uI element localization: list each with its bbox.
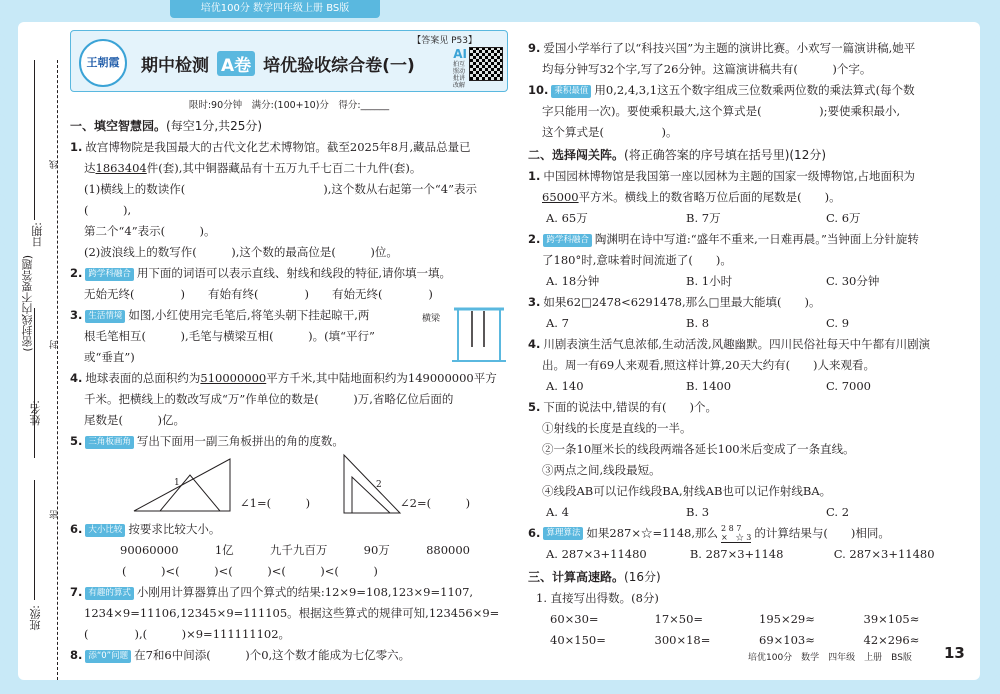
question-3: 3. 生活情境 如图,小红使用完毛笔后,将笔头朝下挂起晾干,两 根毛笔相互( ),毛笔与横梁互相( )。(填“平行” 或“垂直”) 横梁: [70, 305, 508, 368]
exam-meta: 限时:90分钟 满分:(100+10)分 得分:______: [188, 100, 390, 111]
question-6: 6. 大小比较 按要求比较大小。 90060000 1亿 九千九百万 90万 880000 ( )<( )<( )<( )<( ): [70, 519, 508, 582]
name-line: [34, 308, 35, 458]
angle-1-answer: ∠1=( ): [240, 496, 311, 510]
paper-badge: A卷: [217, 51, 255, 76]
left-column: [70, 30, 508, 666]
question-5: 5. 三角板画角 写出下面用一副三角板拼出的角的度数。 1 ∠1=( ) 2 ∠2=( ): [70, 431, 508, 519]
footer-text: 培优100分 数学 四年级 上册 BS版: [748, 653, 912, 663]
seal-mark-secret: 密: [50, 510, 60, 519]
seal-warning: (密封线内不要答题): [21, 255, 34, 352]
right-column: [528, 38, 968, 651]
wave-border-left: [0, 0, 14, 694]
class-line: [34, 480, 35, 600]
choice-2: 2. 跨学科融合 陶渊明在诗中写道:“盛年不重来,一日难再晨。”当钟面上分针旋转 了180°时,意味着时间流逝了( )。 A. 18分钟 B. 1小时 C. 30分钟: [528, 232, 919, 288]
qr-code-icon[interactable]: [469, 47, 503, 81]
ai-caption: 拍互照动批讲改解: [453, 61, 466, 89]
angle-2-answer: ∠2=( ): [400, 496, 471, 510]
vertical-multiplication: 2 8 7 × ☆ 3: [721, 524, 752, 542]
angle-2-mark: 2: [376, 480, 382, 490]
question-7: 7. 有趣的算式 小刚用计算器算出了四个算式的结果:12×9=108,123×9=1107, 1234×9=11106,12345×9=111105。根据这些算式的规律可知,123456×9= ( ),( )×9=111111102。: [70, 585, 500, 641]
section-1-heading: 一、填空智慧园。(每空1分,共25分): [70, 119, 263, 133]
name-label: 姓名:: [29, 400, 42, 426]
question-1: 1. 故宫博物院是我国最大的古代文化艺术博物馆。截至2025年8月,藏品总量已 达1863404件(套),其中铜器藏品有十五万九千七百二十九件(套)。 (1)横线上的数读作( ),这个数从右起第一个“4”表示( ), 第二个“4”表示( )。 (2)波浪线上的数写作( ),这个数的最高位是( )位。: [70, 140, 477, 259]
binding-margin: [18, 60, 58, 680]
choice-5: 5. 下面的说法中,错误的有( )个。 ①射线的长度是直线的一半。 ②一条10厘米长的线段两端各延长100米后变成了一条直线。 ③两点之间,线段最短。 ④线段AB可以记作线段BA,射线AB也可以记作射线BA。 A. 4 B. 3 C. 2: [528, 400, 855, 519]
exam-title: [141, 51, 415, 76]
title-sub: 培优验收综合卷(一): [263, 56, 415, 76]
choice-3: 3. 如果62□2478<6291478,那么□里最大能填( )。 A. 7 B. 8 C. 9: [528, 295, 850, 330]
question-9: 9. 爱国小学举行了以“科技兴国”为主题的演讲比赛。小欢写一篇演讲稿,她平 均每分钟写32个字,写了26分钟。这篇演讲稿共有( )个字。: [528, 41, 916, 76]
page-number: 13: [944, 644, 965, 662]
date-label: 日期:: [31, 222, 44, 248]
angle-1-mark: 1: [174, 478, 180, 488]
choice-6: 6. 算理算法 如果287×☆=1148,那么 2 8 7 × ☆ 3 的计算结果与( )相同。 A. 287×3+11480 B. 287×3+1148 C. 287×3+11480: [528, 524, 935, 561]
compare-items: 90060000 1亿 九千九百万 90万 880000: [120, 543, 470, 557]
choice-4: 4. 川剧表演生活气息浓郁,生动活泼,风趣幽默。四川民俗社每天中午都有川剧演 出。周一有69人来观看,照这样计算,20天大约有( )人来观看。 A. 140 B. 1400 C. 7000: [528, 337, 931, 393]
beam-label: 横梁: [422, 314, 441, 324]
title-main: 期中检测: [141, 56, 209, 76]
question-2: 2. 跨学科融合 用下面的词语可以表示直线、射线和线段的特征,请你填一填。 无始无终( ) 有始有终( ) 有始无终( ): [70, 266, 452, 301]
question-8: 8. 添“0”问题 在7和6中间添( )个0,这个数才能成为七亿零六。: [70, 648, 411, 662]
wave-border-right: [986, 0, 1000, 694]
answer-reference: 【答案见 P53】: [412, 36, 477, 46]
question-4: 4. 地球表面的总面积约为510000000平方千米,其中陆地面积约为149000000平方 千米。把横线上的数改写成“万”作单位的数是( )万,省略亿位后面的 尾数是( )亿。: [70, 371, 497, 427]
section-2-heading: 二、选择闯关阵。(将正确答案的序号填在括号里)(12分): [528, 148, 827, 162]
seal-mark-seal: 封: [50, 340, 60, 349]
header-strip: 培优100分 数学四年级上册 BS版: [170, 0, 380, 18]
direct-calc: 1. 直接写出得数。(8分) 60×30= 17×50= 195×29≈ 39×105≈ 40×150= 300×18= 69×103≈ 42×296≈: [536, 591, 920, 647]
seal-mark-line: 线: [50, 160, 60, 169]
class-label: 班级:: [29, 605, 42, 631]
section-3-heading: 三、计算高速路。(16分): [528, 570, 661, 584]
brush-rack-figure: [448, 303, 508, 365]
triangle-set-1: [130, 453, 240, 515]
question-10: 10. 乘积最值 用0,2,4,3,1这五个数字组成三位数乘两位数的乘法算式(每个数 字只能用一次)。要使乘积最大,这个算式是( );要使乘积最小, 这个算式是( )。: [528, 83, 915, 139]
choice-1: 1. 中国园林博物馆是我国第一座以园林为主题的国家一级博物馆,占地面积为 65000平方米。横线上的数省略万位后面的尾数是( )。 A. 65万 B. 7万 C. 6万: [528, 169, 916, 225]
ai-label: AI: [453, 47, 467, 61]
date-line: [34, 60, 35, 220]
title-panel: [70, 30, 508, 92]
brand-logo: 王朝霞: [79, 39, 127, 87]
triangle-set-2: [338, 451, 408, 517]
